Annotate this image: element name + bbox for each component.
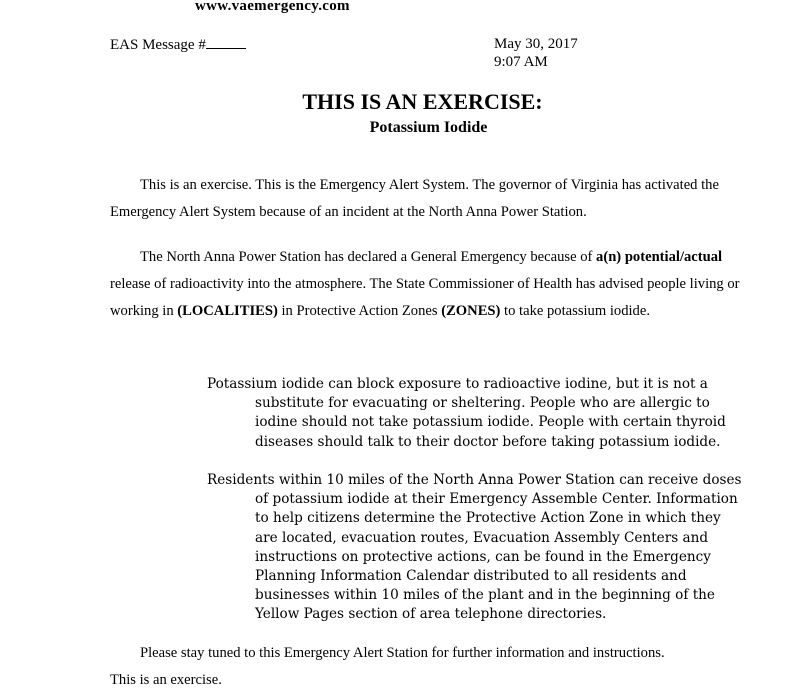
closing-line: Please stay tuned to this Emergency Alert Station for further information and instructions.: [140, 645, 665, 661]
eas-label: EAS Message #: [110, 37, 206, 53]
bullet-text: Potassium iodide can block exposure to radioactive iodine, but it is not a substitute for evacuating or sheltering. People who are allergic to iodine should not take potassium iodide. People with certain thyroid diseases should talk to their doctor before taking potassium iodide.: [207, 376, 726, 450]
zones-placeholder: (ZONES): [441, 303, 501, 319]
localities-placeholder: (LOCALITIES): [177, 303, 278, 319]
intro-text: This is an exercise. This is the Emergency Alert System. The governor of Virginia has activated the Emergency Alert System because of an incident at the North Anna Power Station.: [110, 177, 719, 220]
emergency-text-bold1: a(n) potential/actual: [596, 249, 723, 265]
final-line: This is an exercise.: [110, 672, 222, 688]
emergency-paragraph: [110, 244, 750, 325]
emergency-text-part1: The North Anna Power Station has declared a General Emergency because of: [140, 249, 597, 265]
page-subtitle: Potassium Iodide: [369, 119, 488, 136]
message-date: May 30, 2017: [494, 36, 578, 52]
emergency-text-part3: in Protective Action Zones: [277, 303, 442, 319]
emergency-text-part4: to take potassium iodide.: [500, 303, 650, 319]
website-url: www.vaemergency.com: [195, 0, 350, 14]
bullet-text: Residents within 10 miles of the North Anna Power Station can receive doses of potassium iodide at their Emergency Assemble Center. Information to help citizens determine the Protective Action Zone in which they are located, evacuation routes, Evacuation Assembly Centers and instructions on protective actions, can be found in the Emergency Planning Information Calendar distributed to all residents and businesses within 10 miles of the plant and in the beginning of the Yellow Pages section of area telephone directories.: [207, 472, 742, 623]
emergency-text-part2: release of radioactivity into the atmosphere. The State Commissioner of Health has advised people living or working in: [110, 276, 740, 319]
eas-number-blank: [206, 36, 246, 49]
bullet-item-residents: [207, 471, 747, 625]
intro-paragraph: [110, 172, 750, 226]
bullet-item-potassium-iodide: [207, 375, 747, 452]
message-time: 9:07 AM: [494, 54, 548, 70]
eas-message-number: [110, 36, 246, 54]
page-title: THIS IS AN EXERCISE:: [302, 89, 543, 114]
